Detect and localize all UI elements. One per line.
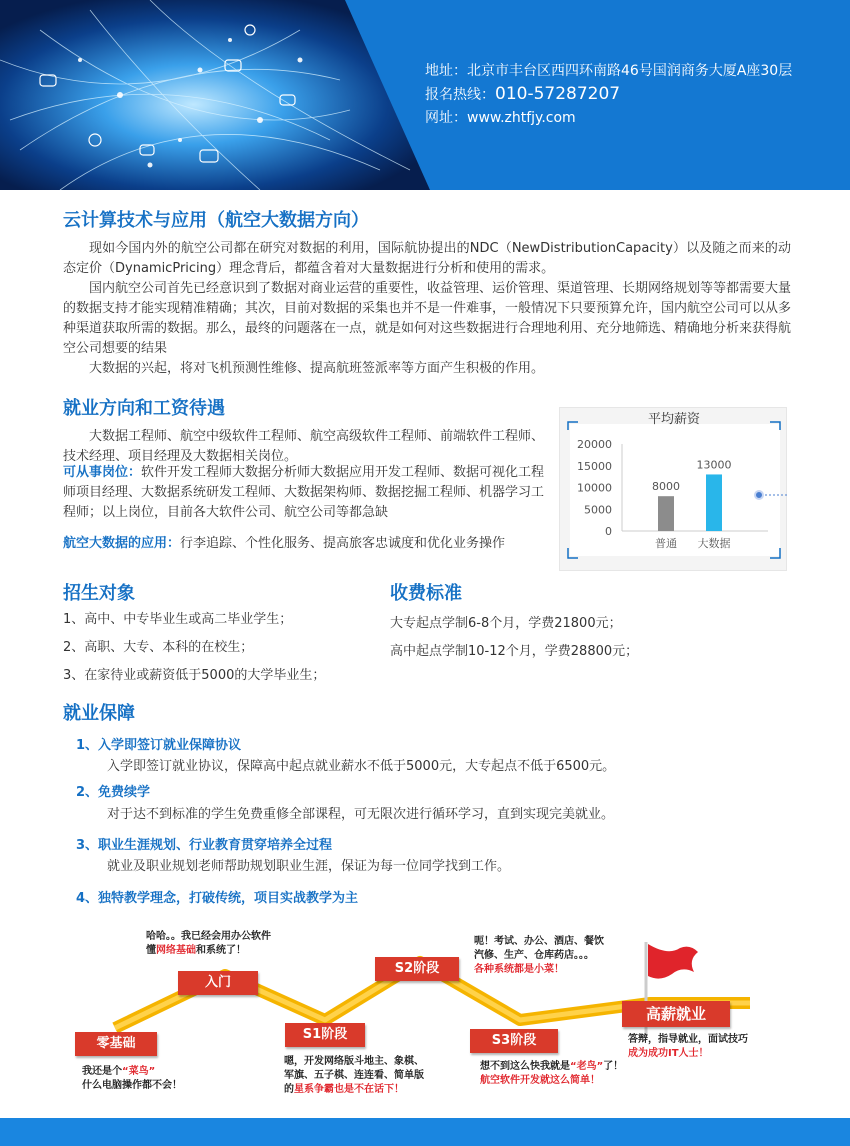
note-s2-text-2: 汽修、生产、仓库药店。。。 [474,950,594,961]
section-title-cloud: 云计算技术与应用（航空大数据方向） [63,210,369,231]
salary-chart-card [559,407,787,571]
y-tick-label: 0 [605,525,612,538]
note-intro [146,930,271,958]
note-intro-text: 哈哈。。我已经会用办公软件 [146,931,271,942]
enroll-list [63,606,325,690]
y-tick-label: 10000 [577,481,612,495]
footer-bar [0,1118,850,1146]
guarantee-desc-1: 入学即签订就业协议，保障高中起点就业薪水不低于5000元，大专起点不低于6500元。 [107,759,616,774]
note-zero-text-2: 什么电脑操作都不会！ [82,1080,182,1091]
note-zero-text: 我还是个 [82,1066,122,1077]
section-title-enroll: 招生对象 [63,583,135,604]
note-s3-text-2: 了！ [603,1061,624,1072]
stage-zero: 零基础 [75,1032,157,1056]
note-s1 [284,1055,424,1097]
section-title-career: 就业方向和工资待遇 [63,398,225,419]
note-s1-text: 嗯，开发网络版斗地主、象棋、 [284,1056,424,1067]
section1-paragraph-3: 大数据的兴起，将对飞机预测性维修、提高航班签派率等方面产生积极的作用。 [89,361,545,376]
stage-s2: S2阶段 [375,957,459,981]
hotline-line [425,83,792,107]
career-apps-label: 航空大数据的应用： [63,536,181,551]
career-jobs-text: 软件开发工程师大数据分析师大数据应用开发工程师、数据可视化工程师项目经理、大数据系统研发工程师、大数据架构师、数据挖掘工程师、机器学习工程师；以上岗位，目前各大软件公司、航空公司等都急缺 [63,465,545,520]
note-s2 [474,935,604,977]
guarantee-title-4: 4、独特教学理念，打破传统，项目实战教学为主 [76,891,359,906]
note-job [628,1033,748,1061]
bar-2 [706,474,722,531]
hotline-number: 010-57287207 [495,84,621,104]
section1-paragraph-1: 现如今国内外的航空公司都在研究对数据的利用，国际航协提出的NDC（NewDistributionCapacity）以及随之而来的动态定价（DynamicPricing）理念背后，都蕴含着对大量数据进行分析和使用的需求。 [63,241,791,276]
tech-globe-illustration [0,0,430,190]
fees-item-1: 大专起点学制6-8个月，学费21800元； [390,616,622,631]
x-category-label: 大数据 [697,537,731,550]
address-text: 地址：北京市丰台区西四环南路46号国润商务大厦A座30层 [425,63,793,79]
note-intro-highlight: 网络基础 [156,945,196,956]
note-s1-text-2: 军旗、五子棋、连连看、简单版 [284,1070,424,1081]
note-job-text: 答辩，指导就业，面试技巧 [628,1034,748,1045]
section-title-guarantee: 就业保障 [63,703,135,724]
note-zero [82,1065,182,1093]
salary-bar-chart [560,408,788,572]
career-apps-block [63,534,545,554]
bar-1 [658,496,674,531]
career-apps-text: 行李追踪、个性化服务、提高旅客忠诚度和优化业务操作 [180,536,506,551]
bar-value-label: 8000 [652,480,680,494]
note-s2-text: 呃！考试、办公、酒店、餐饮 [474,936,604,947]
career-positions-text: 大数据工程师、航空中级软件工程师、航空高级软件工程师、前端软件工程师、技术经理、项目经理及大数据相关岗位。 [63,429,545,464]
enroll-item-1: 1、高中、中专毕业生或高二毕业学生； [63,612,293,627]
learning-roadmap [0,910,850,1120]
guarantee-title-1: 1、入学即签订就业保障协议 [76,738,242,753]
note-s3 [480,1060,623,1088]
stage-s3: S3阶段 [470,1029,558,1053]
guarantee-desc-3: 就业及职业规划老师帮助规划职业生涯，保证为每一位同学找到工作。 [107,859,511,874]
chart-title: 平均薪资 [647,412,701,427]
note-s1-text-3: 的 [284,1084,294,1095]
enroll-item-2: 2、高职、大专、本科的在校生； [63,640,254,655]
note-s2-highlight: 各种系统都是小菜！ [474,964,564,975]
website-text: 网址：www.zhtfjy.com [425,110,576,126]
fees-item-2: 高中起点学制10-12个月，学费28800元； [390,644,639,659]
note-zero-highlight: “菜鸟” [122,1066,156,1077]
contact-info [425,60,792,130]
stage-job: 高薪就业 [622,1001,730,1027]
note-job-highlight: 成为成功IT人士！ [628,1048,709,1059]
chart-handle-dot [755,491,763,499]
y-tick-label: 20000 [577,438,612,451]
bar-value-label: 13000 [696,458,732,472]
guarantee-title-2: 2、免费续学 [76,785,151,800]
hotline-label: 报名热线： [425,87,495,103]
stage-intro: 入门 [178,971,258,995]
fees-list [390,610,638,666]
note-intro-text-2: 懂 [146,945,156,956]
header-banner [0,0,850,190]
note-s3-text: 想不到这么快我就是 [480,1061,570,1072]
career-jobs-block [63,463,545,523]
note-intro-text-3: 和系统了！ [196,945,246,956]
y-tick-label: 5000 [584,503,612,517]
career-jobs-label: 可从事岗位： [63,465,142,480]
note-s3-highlight-2: 航空软件开发就这么简单！ [480,1075,600,1086]
note-s3-highlight: “老鸟” [570,1061,604,1072]
guarantee-desc-2: 对于达不到标准的学生免费重修全部课程，可无限次进行循环学习，直到实现完美就业。 [107,807,615,822]
note-s1-highlight: 星系争霸也是不在话下！ [294,1084,404,1095]
guarantee-title-3: 3、职业生涯规划、行业教育贯穿培养全过程 [76,838,333,853]
section1-paragraph-2: 国内航空公司首先已经意识到了数据对商业运营的重要性，收益管理、运价管理、渠道管理、长期网络规划等等都需要大量的数据支持才能实现精准精确；其次，目前对数据的采集也并不是一件难事，一般情况下只要预算允许，国内航空公司可以从多种渠道获取所需的数据。那么，最终的问题落在一点，就是如何对这些数据进行合理地利用、充分地筛选、精确地分析来获得航空公司想要的结果 [63,281,792,356]
x-category-label: 普通 [655,537,677,550]
section-title-fees: 收费标准 [390,583,462,604]
stage-s1: S1阶段 [285,1023,365,1047]
enroll-item-3: 3、在家待业或薪资低于5000的大学毕业生； [63,668,326,683]
y-tick-label: 15000 [577,459,612,473]
